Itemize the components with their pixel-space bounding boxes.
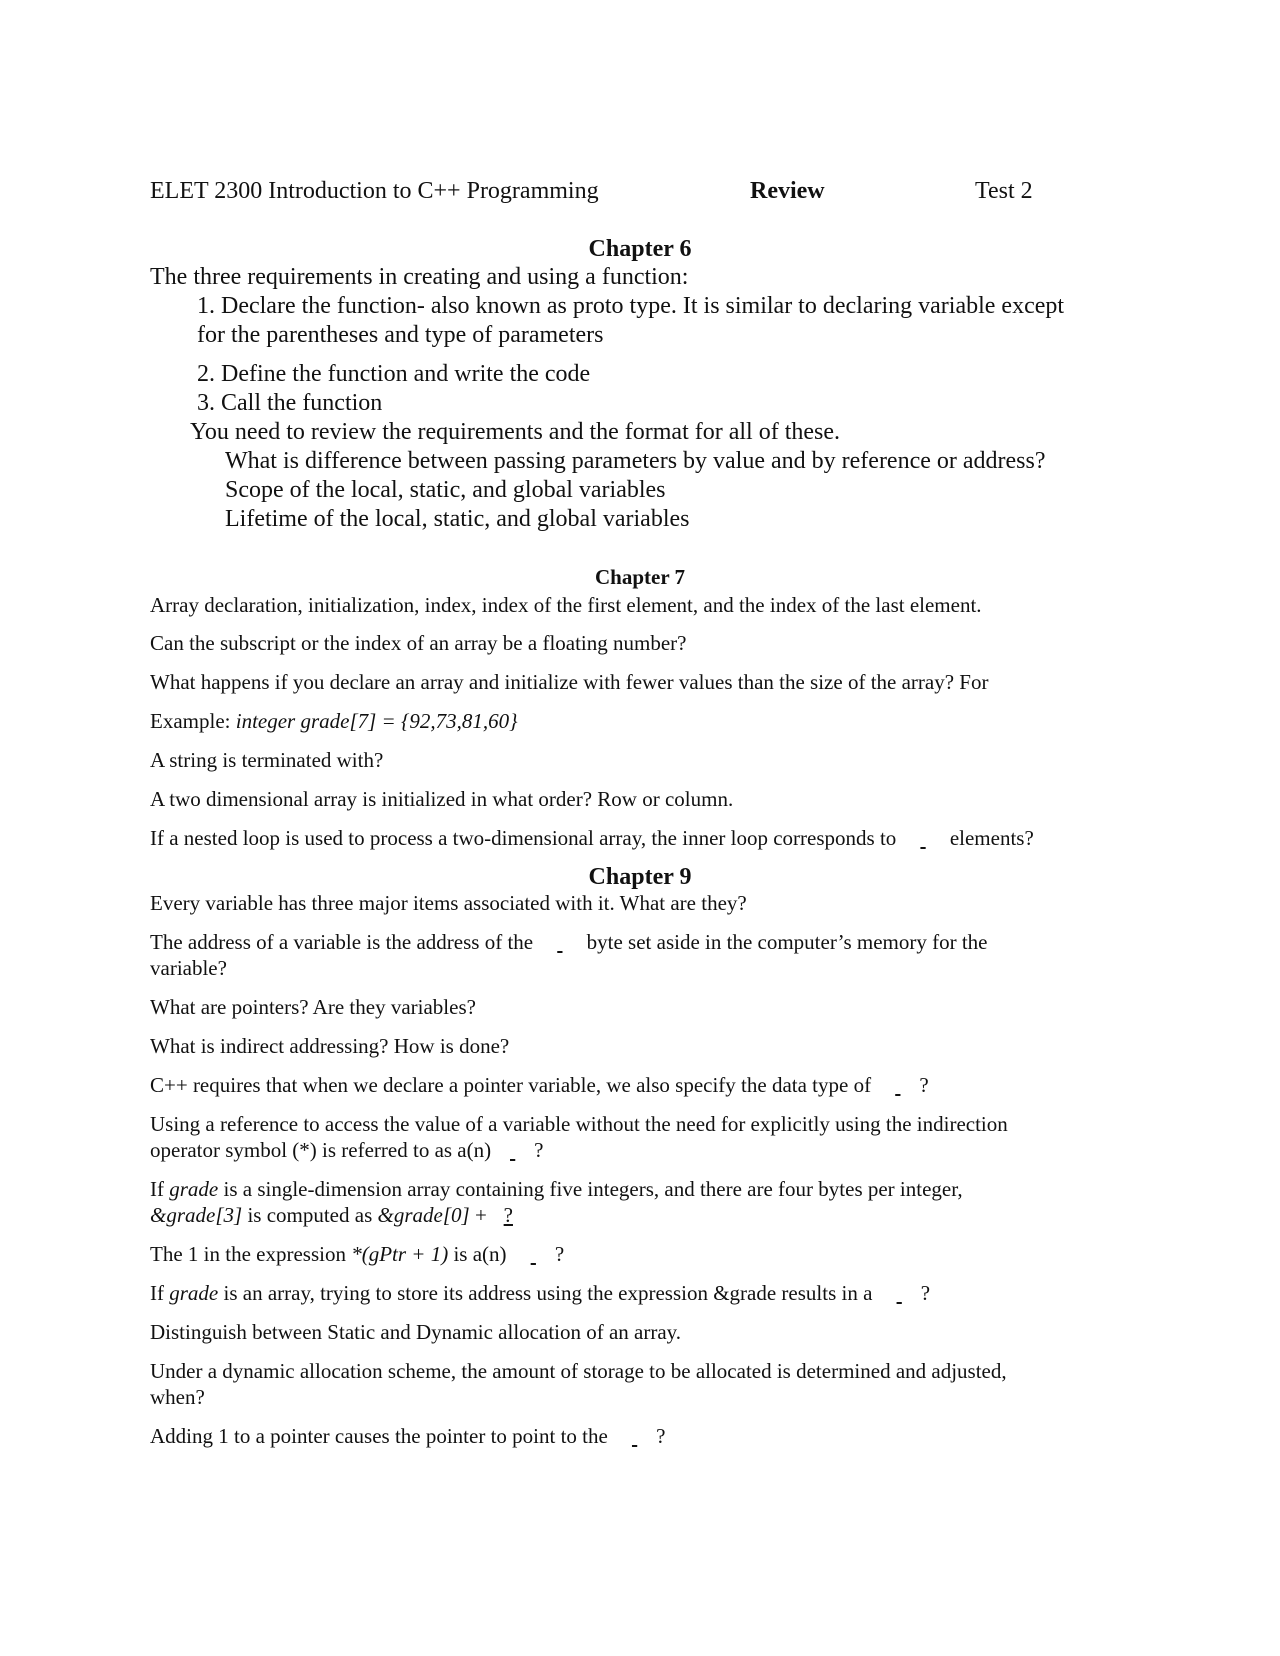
fill-in-blank	[902, 826, 945, 851]
ch9-line-12-suffix: ?	[656, 1424, 666, 1448]
ch9-line-10: Distinguish between Static and Dynamic allocation of an array.	[150, 1320, 682, 1344]
ch6-item2: 2. Define the function and write the code	[197, 361, 591, 387]
ch6-question-1: What is difference between passing parameters by value and by reference or address?	[225, 448, 1046, 474]
ch7-line-7	[150, 826, 1034, 851]
ch9-line-12	[150, 1424, 665, 1449]
ch9-grade-term-2: grade	[169, 1281, 219, 1305]
ch9-line-8-mid: is a(n)	[448, 1242, 512, 1266]
ch9-plus: +	[469, 1203, 487, 1227]
ch9-line-2-b: variable?	[150, 956, 227, 980]
ch9-line-4: What is indirect addressing? How is done?	[150, 1034, 510, 1058]
header-course: ELET 2300 Introduction to C++ Programming	[150, 178, 599, 204]
fill-in-blank	[876, 1073, 919, 1098]
ch7-array-example: integer grade[7] = {92,73,81,60}	[235, 709, 518, 733]
ch6-question-2: Scope of the local, static, and global variables	[225, 477, 666, 503]
ch9-line-9-text: is an array, trying to store its address using the expression &grade results in a	[218, 1281, 878, 1305]
ch9-line-11-b: when?	[150, 1385, 205, 1409]
ch9-line-5-suffix: ?	[919, 1073, 929, 1097]
chapter-6-title: Chapter 6	[588, 236, 692, 262]
ch6-item1-a: 1. Declare the function- also known as proto type. It is similar to declaring variable except	[197, 293, 1065, 319]
ch9-line-11-a: Under a dynamic allocation scheme, the amount of storage to be allocated is determined and adjusted,	[150, 1359, 1007, 1383]
ch7-line-5: A string is terminated with?	[150, 748, 384, 772]
ch7-line-4	[150, 709, 518, 734]
ch6-intro: The three requirements in creating and using a function:	[150, 264, 689, 290]
ch9-line-12-text: Adding 1 to a pointer causes the pointer to point to the	[150, 1424, 614, 1448]
ch9-line-5-text: C++ requires that when we declare a pointer variable, we also specify the data type of	[150, 1073, 877, 1097]
ch6-item1-b: for the parentheses and type of parameters	[197, 322, 604, 348]
ch7-line-7-suffix: elements?	[944, 826, 1034, 850]
chapter-9-title: Chapter 9	[588, 864, 692, 890]
ch9-line-6-suffix: ?	[534, 1138, 544, 1162]
ch9-line-5	[150, 1073, 929, 1098]
ch9-line-8-suffix: ?	[554, 1242, 565, 1266]
ch9-line-8-text: The 1 in the expression	[150, 1242, 352, 1266]
header-review: Review	[750, 178, 825, 204]
ch6-question-3: Lifetime of the local, static, and global variables	[225, 506, 690, 532]
ch9-line-6-text: operator symbol (*) is referred to as a(n)	[150, 1138, 492, 1162]
ch7-line-1: Array declaration, initialization, index, index of the first element, and the index of the last element.	[150, 593, 982, 617]
ch9-computed-as: is computed as	[242, 1203, 378, 1227]
ch7-line-3: What happens if you declare an array and initialize with fewer values than the size of the array? For	[150, 670, 989, 694]
fill-in-blank-question: ?	[503, 1203, 513, 1227]
ch9-line-3: What are pointers? Are they variables?	[150, 995, 476, 1019]
ch7-line-4-prefix: Example:	[150, 709, 236, 733]
ch9-line-2-suffix: byte set aside in the computer’s memory for the	[581, 930, 988, 954]
ch9-line-9-if: If	[150, 1281, 170, 1305]
ch9-line-7-a	[150, 1177, 963, 1202]
ch9-expr-grade3: &grade[3]	[150, 1203, 243, 1227]
ch7-line-2: Can the subscript or the index of an array be a floating number?	[150, 631, 687, 655]
ch9-line-2-text: The address of a variable is the address of the	[150, 930, 539, 954]
ch9-line-6-a: Using a reference to access the value of a variable without the need for explicitly using the indirection	[150, 1112, 1008, 1136]
ch7-line-6: A two dimensional array is initialized in what order? Row or column.	[150, 787, 734, 811]
ch9-line-6-b	[150, 1138, 544, 1163]
fill-in-blank	[491, 1138, 534, 1163]
ch9-expr-grade0: &grade[0]	[377, 1203, 470, 1227]
ch9-line-7-b	[150, 1203, 530, 1228]
ch9-line-7-if: If	[150, 1177, 170, 1201]
ch9-expr-gptr: *(gPtr + 1)	[351, 1242, 449, 1266]
header-test: Test 2	[975, 178, 1033, 204]
ch9-line-8	[150, 1242, 564, 1267]
ch9-grade-term: grade	[169, 1177, 219, 1201]
ch9-line-9	[150, 1281, 930, 1306]
ch9-line-7-text: is a single-dimension array containing five integers, and there are four bytes per integer,	[218, 1177, 963, 1201]
fill-in-blank	[878, 1281, 921, 1306]
fill-in-blank	[538, 930, 581, 955]
ch6-item3: 3. Call the function	[197, 390, 383, 416]
fill-in-blank	[512, 1242, 555, 1267]
ch6-review-note: You need to review the requirements and the format for all of these.	[190, 419, 841, 445]
ch7-line-7-text: If a nested loop is used to process a two-dimensional array, the inner loop corresponds to	[150, 826, 902, 850]
fill-in-blank	[613, 1424, 656, 1449]
chapter-7-title: Chapter 7	[594, 565, 686, 589]
ch9-line-9-suffix: ?	[920, 1281, 931, 1305]
ch9-line-2	[150, 930, 988, 955]
ch9-line-1: Every variable has three major items associated with it. What are they?	[150, 891, 747, 915]
